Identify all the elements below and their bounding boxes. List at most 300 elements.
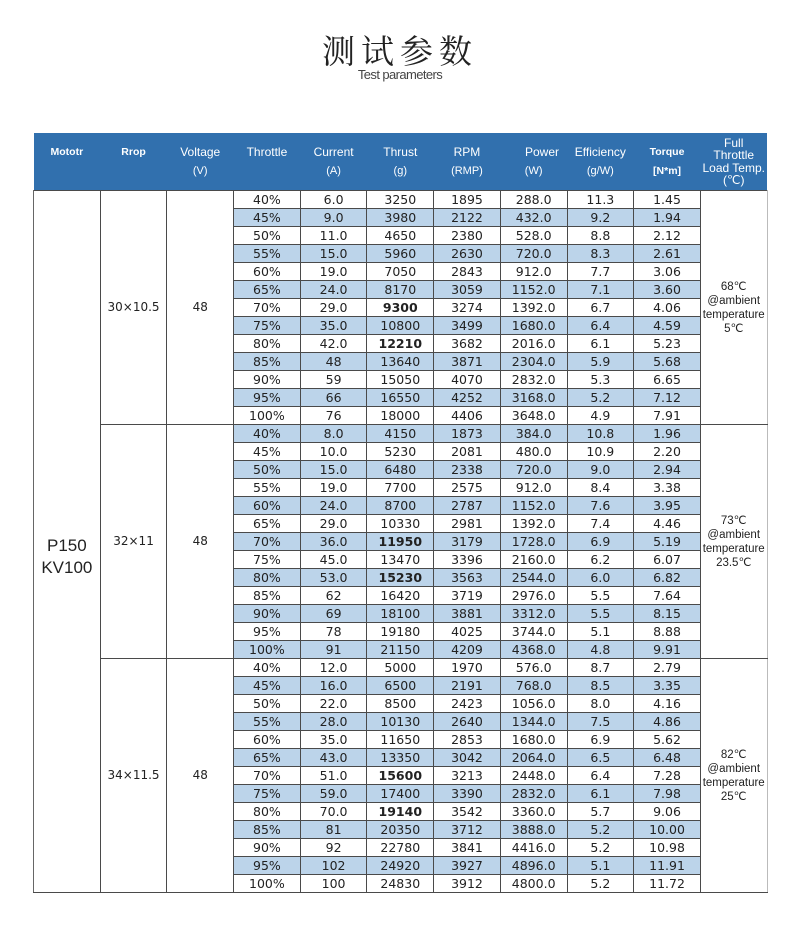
rpm-cell: 3841: [434, 839, 501, 857]
efficiency-cell: 7.4: [567, 515, 634, 533]
efficiency-cell: 6.0: [567, 569, 634, 587]
thrust-cell: 18000: [367, 407, 434, 425]
efficiency-cell: 8.8: [567, 227, 634, 245]
thrust-cell: 15050: [367, 371, 434, 389]
voltage-cell: 48: [167, 425, 234, 659]
power-cell: 1392.0: [500, 299, 567, 317]
power-cell: 4416.0: [500, 839, 567, 857]
power-cell: 2832.0: [500, 785, 567, 803]
efficiency-cell: 6.2: [567, 551, 634, 569]
torque-cell: 2.94: [634, 461, 701, 479]
throttle-cell: 65%: [234, 281, 301, 299]
load-temp-line2: @ambient: [707, 294, 761, 307]
test-parameters-table: [33, 133, 768, 893]
thrust-cell: 22780: [367, 839, 434, 857]
current-cell: 10.0: [300, 443, 367, 461]
rpm-cell: 2380: [434, 227, 501, 245]
power-cell: 1680.0: [500, 317, 567, 335]
page-subtitle: Test parameters: [357, 67, 443, 82]
torque-cell: 10.00: [634, 821, 701, 839]
efficiency-cell: 5.5: [567, 605, 634, 623]
throttle-cell: 95%: [234, 389, 301, 407]
load-temp-note-cell: [700, 425, 767, 659]
thrust-cell: 15230: [367, 569, 434, 587]
current-cell: 51.0: [300, 767, 367, 785]
motor-model-cell: [34, 191, 101, 893]
power-cell: 384.0: [500, 425, 567, 443]
throttle-cell: 85%: [234, 587, 301, 605]
torque-cell: 1.96: [634, 425, 701, 443]
efficiency-cell: 10.9: [567, 443, 634, 461]
torque-cell: 7.28: [634, 767, 701, 785]
throttle-cell: 85%: [234, 821, 301, 839]
current-cell: 45.0: [300, 551, 367, 569]
torque-cell: 1.94: [634, 209, 701, 227]
torque-cell: 10.98: [634, 839, 701, 857]
thrust-cell: 5230: [367, 443, 434, 461]
current-cell: 29.0: [300, 299, 367, 317]
power-cell: 1392.0: [500, 515, 567, 533]
power-cell: 3312.0: [500, 605, 567, 623]
current-cell: 102: [300, 857, 367, 875]
power-cell: 1728.0: [500, 533, 567, 551]
thrust-cell: 16420: [367, 587, 434, 605]
efficiency-cell: 7.5: [567, 713, 634, 731]
torque-cell: 11.91: [634, 857, 701, 875]
efficiency-cell: 5.1: [567, 623, 634, 641]
power-cell: 3744.0: [500, 623, 567, 641]
load-temp-line2: @ambient: [707, 762, 761, 775]
torque-cell: 6.48: [634, 749, 701, 767]
throttle-cell: 90%: [234, 839, 301, 857]
torque-cell: 9.06: [634, 803, 701, 821]
load-temp-note-cell: [700, 659, 767, 893]
torque-cell: 4.46: [634, 515, 701, 533]
thrust-cell: 12210: [367, 335, 434, 353]
throttle-cell: 55%: [234, 713, 301, 731]
power-cell: 4800.0: [500, 875, 567, 893]
header-motor: Mototr: [34, 133, 101, 191]
efficiency-cell: 5.5: [567, 587, 634, 605]
current-cell: 24.0: [300, 497, 367, 515]
voltage-cell: 48: [167, 191, 234, 425]
power-cell: 2304.0: [500, 353, 567, 371]
current-cell: 22.0: [300, 695, 367, 713]
current-cell: 76: [300, 407, 367, 425]
load-temp-line3: temperature: [702, 308, 765, 321]
rpm-cell: 3042: [434, 749, 501, 767]
prop-size-cell: 34×11.5: [100, 659, 167, 893]
thrust-cell: 21150: [367, 641, 434, 659]
thrust-cell: 11950: [367, 533, 434, 551]
rpm-cell: 2575: [434, 479, 501, 497]
throttle-cell: 55%: [234, 245, 301, 263]
rpm-cell: 3927: [434, 857, 501, 875]
power-cell: 1680.0: [500, 731, 567, 749]
current-cell: 100: [300, 875, 367, 893]
power-cell: 720.0: [500, 461, 567, 479]
rpm-cell: 4070: [434, 371, 501, 389]
current-cell: 24.0: [300, 281, 367, 299]
torque-cell: 3.35: [634, 677, 701, 695]
current-cell: 62: [300, 587, 367, 605]
thrust-cell: 4150: [367, 425, 434, 443]
rpm-cell: 1873: [434, 425, 501, 443]
torque-cell: 3.60: [634, 281, 701, 299]
torque-cell: 8.88: [634, 623, 701, 641]
thrust-cell: 13350: [367, 749, 434, 767]
rpm-cell: 4406: [434, 407, 501, 425]
thrust-cell: 5000: [367, 659, 434, 677]
throttle-cell: 70%: [234, 533, 301, 551]
current-cell: 42.0: [300, 335, 367, 353]
rpm-cell: 3719: [434, 587, 501, 605]
throttle-cell: 95%: [234, 623, 301, 641]
current-cell: 69: [300, 605, 367, 623]
rpm-cell: 3712: [434, 821, 501, 839]
efficiency-cell: 8.4: [567, 479, 634, 497]
current-cell: 59.0: [300, 785, 367, 803]
thrust-cell: 15600: [367, 767, 434, 785]
power-cell: 720.0: [500, 245, 567, 263]
load-temp-line2: @ambient: [707, 528, 761, 541]
throttle-cell: 65%: [234, 515, 301, 533]
throttle-cell: 60%: [234, 497, 301, 515]
current-cell: 12.0: [300, 659, 367, 677]
thrust-cell: 20350: [367, 821, 434, 839]
rpm-cell: 3881: [434, 605, 501, 623]
torque-cell: 5.23: [634, 335, 701, 353]
current-cell: 66: [300, 389, 367, 407]
rpm-cell: 3274: [434, 299, 501, 317]
rpm-cell: 2640: [434, 713, 501, 731]
throttle-cell: 100%: [234, 875, 301, 893]
rpm-cell: 2787: [434, 497, 501, 515]
torque-cell: 2.61: [634, 245, 701, 263]
current-cell: 8.0: [300, 425, 367, 443]
torque-cell: 6.65: [634, 371, 701, 389]
current-cell: 59: [300, 371, 367, 389]
efficiency-cell: 5.2: [567, 839, 634, 857]
thrust-cell: 16550: [367, 389, 434, 407]
power-cell: 912.0: [500, 479, 567, 497]
power-cell: 576.0: [500, 659, 567, 677]
torque-cell: 8.15: [634, 605, 701, 623]
efficiency-cell: 8.7: [567, 659, 634, 677]
efficiency-cell: 6.9: [567, 533, 634, 551]
efficiency-cell: 4.9: [567, 407, 634, 425]
efficiency-cell: 5.2: [567, 821, 634, 839]
power-cell: 432.0: [500, 209, 567, 227]
current-cell: 19.0: [300, 263, 367, 281]
efficiency-cell: 4.8: [567, 641, 634, 659]
thrust-cell: 8700: [367, 497, 434, 515]
throttle-cell: 100%: [234, 407, 301, 425]
torque-cell: 5.62: [634, 731, 701, 749]
rpm-cell: 3871: [434, 353, 501, 371]
power-cell: 4368.0: [500, 641, 567, 659]
rpm-cell: 1895: [434, 191, 501, 209]
rpm-cell: 2191: [434, 677, 501, 695]
efficiency-cell: 6.1: [567, 335, 634, 353]
throttle-cell: 70%: [234, 767, 301, 785]
thrust-cell: 17400: [367, 785, 434, 803]
thrust-cell: 10330: [367, 515, 434, 533]
torque-cell: 3.95: [634, 497, 701, 515]
efficiency-cell: 7.7: [567, 263, 634, 281]
load-temp-ambient: 5℃: [724, 322, 744, 335]
load-temp-line3: temperature: [702, 542, 765, 555]
current-cell: 15.0: [300, 245, 367, 263]
efficiency-cell: 5.1: [567, 857, 634, 875]
current-cell: 70.0: [300, 803, 367, 821]
efficiency-cell: 6.9: [567, 731, 634, 749]
rpm-cell: 2981: [434, 515, 501, 533]
throttle-cell: 80%: [234, 803, 301, 821]
efficiency-cell: 5.2: [567, 875, 634, 893]
rpm-cell: 2630: [434, 245, 501, 263]
torque-cell: 2.79: [634, 659, 701, 677]
load-temp-temp: 73℃: [720, 514, 747, 527]
thrust-cell: 10130: [367, 713, 434, 731]
thrust-cell: 24920: [367, 857, 434, 875]
torque-cell: 11.72: [634, 875, 701, 893]
current-cell: 19.0: [300, 479, 367, 497]
throttle-cell: 100%: [234, 641, 301, 659]
thrust-cell: 8500: [367, 695, 434, 713]
power-cell: 2016.0: [500, 335, 567, 353]
thrust-cell: 13640: [367, 353, 434, 371]
thrust-cell: 19140: [367, 803, 434, 821]
torque-cell: 5.19: [634, 533, 701, 551]
efficiency-cell: 6.1: [567, 785, 634, 803]
torque-cell: 7.98: [634, 785, 701, 803]
throttle-cell: 80%: [234, 569, 301, 587]
torque-cell: 1.45: [634, 191, 701, 209]
efficiency-cell: 8.0: [567, 695, 634, 713]
voltage-cell: 48: [167, 659, 234, 893]
motor-model-line2: KV100: [41, 557, 93, 577]
rpm-cell: 3542: [434, 803, 501, 821]
efficiency-cell: 9.2: [567, 209, 634, 227]
rpm-cell: 3912: [434, 875, 501, 893]
current-cell: 35.0: [300, 731, 367, 749]
rpm-cell: 4252: [434, 389, 501, 407]
power-cell: 3888.0: [500, 821, 567, 839]
header-torque: Torque [N*m]: [634, 133, 701, 191]
rpm-cell: 2081: [434, 443, 501, 461]
throttle-cell: 85%: [234, 353, 301, 371]
throttle-cell: 40%: [234, 659, 301, 677]
throttle-cell: 60%: [234, 731, 301, 749]
table-row: [34, 659, 768, 677]
efficiency-cell: 5.3: [567, 371, 634, 389]
torque-cell: 7.91: [634, 407, 701, 425]
efficiency-cell: 5.2: [567, 389, 634, 407]
current-cell: 53.0: [300, 569, 367, 587]
rpm-cell: 4209: [434, 641, 501, 659]
throttle-cell: 75%: [234, 317, 301, 335]
efficiency-cell: 6.4: [567, 767, 634, 785]
table-body: [34, 191, 768, 893]
header-current: Current (A): [300, 133, 367, 191]
power-cell: 288.0: [500, 191, 567, 209]
rpm-cell: 2423: [434, 695, 501, 713]
throttle-cell: 55%: [234, 479, 301, 497]
thrust-cell: 8170: [367, 281, 434, 299]
power-cell: 2976.0: [500, 587, 567, 605]
torque-cell: 2.20: [634, 443, 701, 461]
power-cell: 912.0: [500, 263, 567, 281]
power-cell: 1056.0: [500, 695, 567, 713]
torque-cell: 4.16: [634, 695, 701, 713]
power-cell: 2544.0: [500, 569, 567, 587]
torque-cell: 5.68: [634, 353, 701, 371]
header-prop: Rrop: [100, 133, 167, 191]
rpm-cell: 2122: [434, 209, 501, 227]
throttle-cell: 50%: [234, 227, 301, 245]
power-cell: 3648.0: [500, 407, 567, 425]
load-temp-temp: 82℃: [720, 748, 747, 761]
efficiency-cell: 5.7: [567, 803, 634, 821]
rpm-cell: 2843: [434, 263, 501, 281]
thrust-cell: 7700: [367, 479, 434, 497]
load-temp-ambient: 25℃: [720, 790, 747, 803]
table-row: [34, 425, 768, 443]
efficiency-cell: 10.8: [567, 425, 634, 443]
rpm-cell: 1970: [434, 659, 501, 677]
efficiency-cell: 6.7: [567, 299, 634, 317]
efficiency-cell: 9.0: [567, 461, 634, 479]
rpm-cell: 4025: [434, 623, 501, 641]
header-throttle: Throttle: [234, 133, 301, 191]
current-cell: 92: [300, 839, 367, 857]
throttle-cell: 45%: [234, 677, 301, 695]
prop-size-cell: 30×10.5: [100, 191, 167, 425]
throttle-cell: 40%: [234, 425, 301, 443]
torque-cell: 7.12: [634, 389, 701, 407]
rpm-cell: 2853: [434, 731, 501, 749]
prop-size-cell: 32×11: [100, 425, 167, 659]
power-cell: 1152.0: [500, 497, 567, 515]
thrust-cell: 24830: [367, 875, 434, 893]
header-full-throttle-load-temp: Full Throttle Load Temp. (℃): [700, 133, 767, 191]
power-cell: 1344.0: [500, 713, 567, 731]
thrust-cell: 11650: [367, 731, 434, 749]
rpm-cell: 3682: [434, 335, 501, 353]
thrust-cell: 5960: [367, 245, 434, 263]
current-cell: 29.0: [300, 515, 367, 533]
power-cell: 1152.0: [500, 281, 567, 299]
throttle-cell: 50%: [234, 695, 301, 713]
torque-cell: 6.82: [634, 569, 701, 587]
current-cell: 36.0: [300, 533, 367, 551]
page-title: 测试参数: [322, 32, 478, 71]
throttle-cell: 70%: [234, 299, 301, 317]
efficiency-cell: 7.1: [567, 281, 634, 299]
power-cell: 528.0: [500, 227, 567, 245]
torque-cell: 3.38: [634, 479, 701, 497]
thrust-cell: 4650: [367, 227, 434, 245]
thrust-cell: 7050: [367, 263, 434, 281]
header-voltage: Voltage (V): [167, 133, 234, 191]
throttle-cell: 40%: [234, 191, 301, 209]
throttle-cell: 75%: [234, 551, 301, 569]
throttle-cell: 75%: [234, 785, 301, 803]
throttle-cell: 45%: [234, 443, 301, 461]
power-cell: 3360.0: [500, 803, 567, 821]
table-row: [34, 191, 768, 209]
power-cell: 2064.0: [500, 749, 567, 767]
efficiency-cell: 6.4: [567, 317, 634, 335]
current-cell: 6.0: [300, 191, 367, 209]
power-cell: 4896.0: [500, 857, 567, 875]
throttle-cell: 90%: [234, 605, 301, 623]
current-cell: 28.0: [300, 713, 367, 731]
power-cell: 2448.0: [500, 767, 567, 785]
rpm-cell: 3499: [434, 317, 501, 335]
load-temp-note-cell: [700, 191, 767, 425]
torque-cell: 3.06: [634, 263, 701, 281]
header-rpm: RPM (RMP): [434, 133, 501, 191]
current-cell: 91: [300, 641, 367, 659]
efficiency-cell: 8.5: [567, 677, 634, 695]
efficiency-cell: 6.5: [567, 749, 634, 767]
rpm-cell: 3563: [434, 569, 501, 587]
efficiency-cell: 5.9: [567, 353, 634, 371]
load-temp-line3: temperature: [702, 776, 765, 789]
current-cell: 11.0: [300, 227, 367, 245]
torque-cell: 7.64: [634, 587, 701, 605]
rpm-cell: 3396: [434, 551, 501, 569]
table-header-row: [34, 133, 768, 191]
thrust-cell: 18100: [367, 605, 434, 623]
load-temp-ambient: 23.5℃: [716, 556, 752, 569]
torque-cell: 6.07: [634, 551, 701, 569]
thrust-cell: 6500: [367, 677, 434, 695]
load-temp-temp: 68℃: [720, 280, 747, 293]
thrust-cell: 10800: [367, 317, 434, 335]
header-thrust: Thrust (g): [367, 133, 434, 191]
thrust-cell: 13470: [367, 551, 434, 569]
power-cell: 480.0: [500, 443, 567, 461]
efficiency-cell: 8.3: [567, 245, 634, 263]
torque-cell: 4.59: [634, 317, 701, 335]
throttle-cell: 65%: [234, 749, 301, 767]
current-cell: 15.0: [300, 461, 367, 479]
torque-cell: 2.12: [634, 227, 701, 245]
power-cell: 2160.0: [500, 551, 567, 569]
throttle-cell: 90%: [234, 371, 301, 389]
thrust-cell: 9300: [367, 299, 434, 317]
rpm-cell: 3213: [434, 767, 501, 785]
rpm-cell: 3179: [434, 533, 501, 551]
current-cell: 81: [300, 821, 367, 839]
efficiency-cell: 7.6: [567, 497, 634, 515]
rpm-cell: 2338: [434, 461, 501, 479]
current-cell: 16.0: [300, 677, 367, 695]
throttle-cell: 95%: [234, 857, 301, 875]
throttle-cell: 45%: [234, 209, 301, 227]
thrust-cell: 6480: [367, 461, 434, 479]
current-cell: 78: [300, 623, 367, 641]
current-cell: 43.0: [300, 749, 367, 767]
rpm-cell: 3059: [434, 281, 501, 299]
torque-cell: 4.86: [634, 713, 701, 731]
motor-model-line1: P150: [46, 535, 87, 555]
torque-cell: 9.91: [634, 641, 701, 659]
throttle-cell: 60%: [234, 263, 301, 281]
